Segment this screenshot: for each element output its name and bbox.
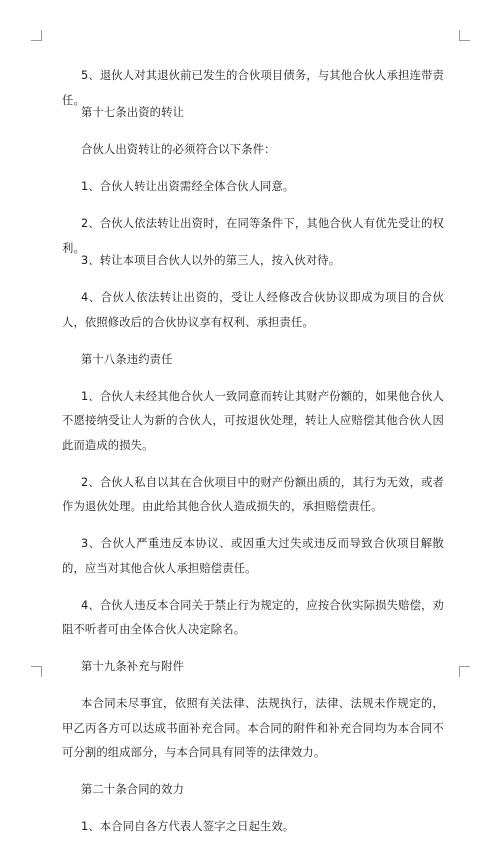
crop-mark-top-left — [31, 30, 42, 41]
paragraph-transfer-item-4: 4、合伙人依法转让出资的，受让人经修改合伙协议即成为项目的合伙人，依照修改后的合伙协议享有权利、承担责任。 — [62, 291, 444, 329]
paragraph-transfer-conditions: 合伙人出资转让的必须符合以下条件： — [81, 143, 276, 156]
document-body — [62, 64, 444, 852]
paragraph-supplement: 本合同未尽事宜，依照有关法律、法规执行，法律、法规未作规定的，甲乙丙各方可以达成书面补充合同。本合同的附件和补充合同均为本合同不可分割的组成部分，与本合同具有同等的法律效力。 — [62, 697, 444, 759]
paragraph-transfer-item-1: 1、合伙人转让出资需经全体合伙人同意。 — [81, 180, 295, 193]
article-19-heading: 第十九条补充与附件 — [81, 660, 185, 673]
article-17-heading: 第十七条出资的转让 — [81, 106, 185, 119]
paragraph-effectiveness-item-1: 1、本合同自各方代表人签字之日起生效。 — [81, 820, 295, 833]
article-20-heading: 第二十条合同的效力 — [81, 783, 185, 796]
paragraph-breach-item-3: 3、合伙人严重违反本协议、或因重大过失或违反而导致合伙项目解散的，应当对其他合伙人承担赔偿责任。 — [62, 537, 444, 575]
paragraph-breach-item-1: 1、合伙人未经其他合伙人一致同意而转让其财产份额的，如果他合伙人不愿接纳受让人为新的合伙人，可按退伙处理，转让人应赔偿其他合伙人因此而造成的损失。 — [62, 389, 444, 452]
paragraph-withdrawal-liability: 5、退伙人对其退伙前已发生的合伙项目债务，与其他合伙人承担连带责任。 — [62, 69, 444, 107]
crop-mark-bottom-left — [31, 666, 42, 677]
paragraph-breach-item-2: 2、合伙人私自以其在合伙项目中的财产份额出质的，其行为无效，或者作为退伙处理。由此给其他合伙人造成损失的，承担赔偿责任。 — [62, 475, 444, 513]
article-18-heading: 第十八条违约责任 — [81, 352, 173, 366]
paragraph-transfer-item-2: 2、合伙人依法转让出资时，在同等条件下，其他合伙人有优先受让的权利。 — [62, 217, 444, 255]
paragraph-breach-item-4: 4、合伙人违反本合同关于禁止行为规定的，应按合伙实际损失赔偿，劝阻不听者可由全体合伙人决定除名。 — [62, 598, 444, 636]
crop-mark-bottom-right — [459, 666, 470, 677]
paragraph-transfer-item-3: 3、转让本项目合伙人以外的第三人，按入伙对待。 — [81, 254, 341, 267]
crop-mark-top-right — [459, 30, 470, 41]
